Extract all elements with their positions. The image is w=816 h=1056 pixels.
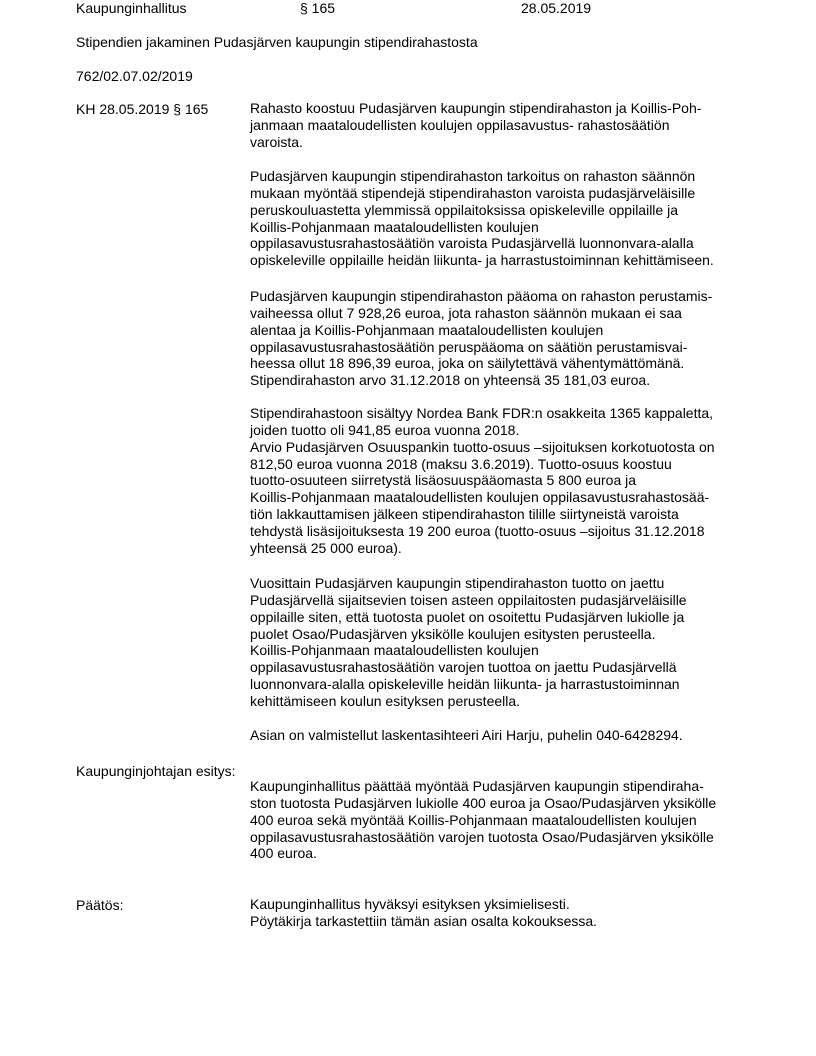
text-line: Koillis-Pohjanmaan maataloudellisten koulujen [250,218,539,235]
text-line: 400 euroa sekä myöntää Koillis-Pohjanmaan maataloudellisten koulujen [250,811,697,828]
text-line: tuotto-osuuteen siirretystä lisäosuuspääomasta 5 800 euroa ja [250,472,637,489]
paragraph-yearly-distribution [250,575,750,710]
text-line: Koillis-Pohjanmaan maataloudellisten koulujen [250,642,539,659]
text-line: kehittämiseen koulun esityksen perusteella. [250,692,521,709]
text-line: vaiheessa ollut 7 928,26 euroa, jota rahaston säännön mukaan ei saa [250,304,682,321]
text-line: yhteensä 25 000 euroa). [250,539,402,556]
text-line: puolet Osao/Pudasjärven yksikölle koulujen esitysten perusteella. [250,625,656,642]
proposal-label: Kaupunginjohtajan esitys: [76,763,236,779]
text-line: alentaa ja Koillis-Pohjanmaan maataloudellisten koulujen [250,321,604,338]
text-line: tiön lakkauttamisen jälkeen stipendirahaston tilille siirtyneistä varoista [250,506,679,523]
subject-title: Stipendien jakaminen Pudasjärven kaupungin stipendirahastosta [76,34,478,50]
paragraph-preparer [250,727,750,744]
text-line: oppilasavustusrahastosäätiön peruspääoma on säätiön perustamisvai- [250,338,688,355]
text-line: Arvio Pudasjärven Osuuspankin tuotto-osuus –sijoituksen korkotuotosta on [250,438,715,455]
header-body-name: Kaupunginhallitus [76,0,187,16]
paragraph-fund-composition [250,100,750,151]
text-line: Rahasto koostuu Pudasjärven kaupungin stipendirahaston ja Koillis-Poh- [250,100,702,116]
paragraph-fund-capital [250,288,750,389]
text-line: ston tuotosta Pudasjärven lukiolle 400 euroa ja Osao/Pudasjärven yksikölle [250,794,717,811]
text-line: opiskeleville oppilaille heidän liikunta- ja harrastustoiminnan kehittämiseen. [250,252,714,269]
text-line: oppilasavustusrahastosäätiön varoista Pudasjärvellä luonnonvara-alalla [250,235,694,252]
text-line: Stipendirahastoon sisältyy Nordea Bank FDR:n osakkeita 1365 kappaletta, [250,405,714,421]
paragraph-fund-investments [250,405,750,557]
text-line: heessa ollut 18 896,39 euroa, joka on säilytettävä vähentymättömänä. [250,355,685,372]
text-line: Pöytäkirja tarkastettiin tämän asian osalta kokouksessa. [250,912,598,929]
text-line: luonnonvara-alalla opiskeleville heidän liikunta- ja harrastustoiminnan [250,676,680,693]
header-section-number: § 165 [300,0,336,16]
text-line: Pudasjärven kaupungin stipendirahaston tarkoitus on rahaston säännön [250,168,696,184]
text-line: oppilaille siten, että tuotosta puolet on osoitettu Pudasjärven lukiolle ja [250,608,685,625]
text-line: mukaan myöntää stipendejä stipendirahaston varoista pudasjärveläisille [250,184,696,201]
text-line: Pudasjärven kaupungin stipendirahaston pääoma on rahaston perustamis- [250,288,713,304]
text-line: peruskouluastetta ylemmissä oppilaitoksissa opiskeleville oppilaille ja [250,201,678,218]
meeting-reference: KH 28.05.2019 § 165 [76,101,209,117]
text-line: Vuosittain Pudasjärven kaupungin stipendirahaston tuotto on jaettu [250,575,665,591]
text-line: oppilasavustusrahastosäätiön varojen tuotosta Osao/Pudasjärven yksikölle [250,828,714,845]
text-line: Koillis-Pohjanmaan maataloudellisten koulujen oppilasavustusrahastosää- [250,489,710,506]
text-line: tehdystä lisäsijoituksesta 19 200 euroa (tuotto-osuus –sijoitus 31.12.2018 [250,522,705,539]
decision-label: Päätös: [76,897,124,913]
text-line: Stipendirahaston arvo 31.12.2018 on yhteensä 35 181,03 euroa. [250,372,651,389]
text-line: Kaupunginhallitus hyväksyi esityksen yksimielisesti. [250,896,570,912]
text-line: 812,50 euroa vuonna 2018 (maksu 3.6.2019). Tuotto-osuus koostuu [250,455,672,472]
text-line: Pudasjärvellä sijaitsevien toisen asteen oppilaitosten pudasjärveläisille [250,591,687,608]
decision-text [250,896,750,930]
diary-number: 762/02.07.02/2019 [76,68,193,84]
header-date: 28.05.2019 [521,0,592,16]
text-line: oppilasavustusrahastosäätiön varojen tuottoa on jaettu Pudasjärvellä [250,659,677,676]
text-line: Asian on valmistellut laskentasihteeri Airi Harju, puhelin 040-6428294. [250,727,683,743]
text-line: janmaan maataloudellisten koulujen oppilasavustus- rahastosäätiön [250,116,670,133]
text-line: joiden tuotto oli 941,85 euroa vuonna 2018. [250,421,520,438]
text-line: varoista. [250,133,303,150]
paragraph-fund-purpose [250,168,750,269]
text-line: Kaupunginhallitus päättää myöntää Pudasjärven kaupungin stipendiraha- [250,778,704,794]
proposal-text [250,778,750,862]
text-line: 400 euroa. [250,845,317,862]
